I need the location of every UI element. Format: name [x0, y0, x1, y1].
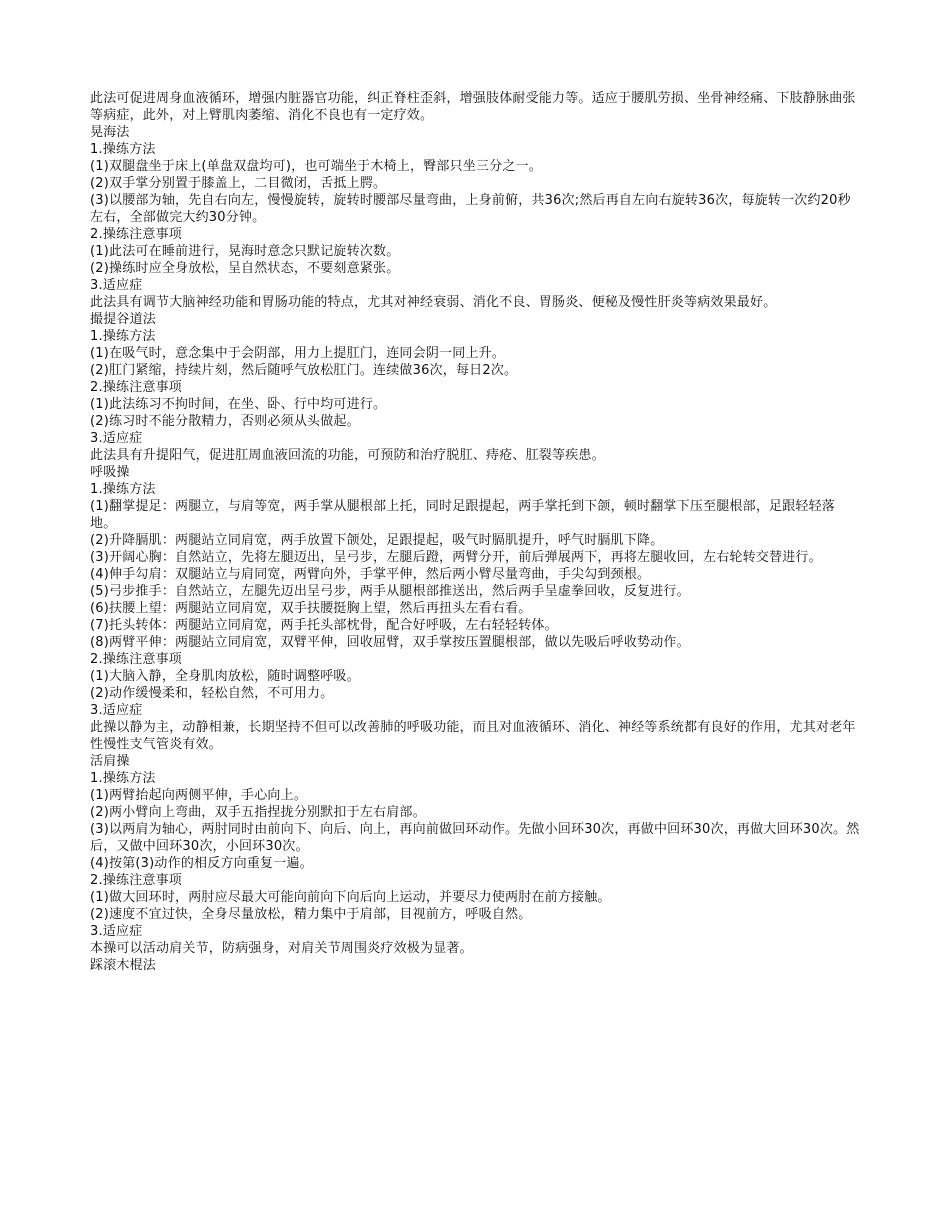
- subsection-heading: 3.适应症: [90, 278, 143, 293]
- paragraph: (5)弓步推手：自然站立，左腿先迈出呈弓步，两手从腿根部推送出，然后两手呈虚拳回收，反复进行。: [90, 584, 690, 599]
- paragraph: 此操以静为主，动静相兼，长期坚持不但可以改善肺的呼吸功能，而且对血液循环、消化、神经等系统都有良好的作用，尤其对老年性慢性支气管炎有效。: [90, 720, 856, 752]
- section-heading: 晃海法: [90, 125, 130, 140]
- paragraph: (3)开阔心胸：自然站立，先将左腿迈出，呈弓步，左腿后蹬，两臂分开，前后弹展两下，再将左腿收回，左右轮转交替进行。: [90, 550, 822, 565]
- paragraph: (2)肛门紧缩，持续片刻，然后随呼气放松肛门。连续做36次，每日2次。: [90, 363, 518, 378]
- paragraph: (2)练习时不能分散精力，否则必须从头做起。: [90, 414, 360, 429]
- paragraph: (3)以两肩为轴心，两肘同时由前向下、向后、向上，再向前做回环动作。先做小回环30次，再做中回环30次，再做大回环30次。然后，又做中回环30次，小回环30次。: [90, 822, 860, 854]
- paragraph: 本操可以活动肩关节，防病强身，对肩关节周围炎疗效极为显著。: [90, 941, 473, 956]
- subsection-heading: 2.操练注意事项: [90, 873, 183, 888]
- subsection-heading: 1.操练方法: [90, 482, 156, 497]
- paragraph: (8)两臂平伸：两腿站立同肩宽，双臂平伸，回收屈臂，双手掌按压置腿根部，做以先吸后呼收势动作。: [90, 635, 690, 650]
- section-heading: 活肩操: [90, 754, 130, 769]
- paragraph: (1)两臂抬起向两侧平伸，手心向上。: [90, 788, 308, 803]
- paragraph: (6)扶腰上望：两腿站立同肩宽，双手扶腰挺胸上望，然后再扭头左看右看。: [90, 601, 532, 616]
- paragraph: (1)双腿盘坐于床上(单盘双盘均可)，也可端坐于木椅上，臀部只坐三分之一。: [90, 159, 542, 174]
- subsection-heading: 2.操练注意事项: [90, 652, 183, 667]
- paragraph: (1)此法可在睡前进行，晃海时意念只默记旋转次数。: [90, 244, 400, 259]
- paragraph: (1)在吸气时，意念集中于会阴部，用力上提肛门，连同会阴一同上升。: [90, 346, 506, 361]
- paragraph: (2)双手掌分别置于膝盖上，二目微闭，舌抵上腭。: [90, 176, 387, 191]
- subsection-heading: 3.适应症: [90, 431, 143, 446]
- paragraph: 此法具有升提阳气，促进肛周血液回流的功能，可预防和治疗脱肛、痔疮、肛裂等疾患。: [90, 448, 605, 463]
- subsection-heading: 1.操练方法: [90, 771, 156, 786]
- paragraph: (1)做大回环时，两肘应尽最大可能向前向下向后向上运动，并要尽力使两肘在前方接触。: [90, 890, 611, 905]
- subsection-heading: 3.适应症: [90, 703, 143, 718]
- paragraph: (7)托头转体：两腿站立同肩宽，两手托头部枕骨，配合好呼吸，左右轻轻转体。: [90, 618, 558, 633]
- subsection-heading: 2.操练注意事项: [90, 380, 183, 395]
- paragraph: (3)以腰部为轴，先自右向左，慢慢旋转，旋转时腰部尽量弯曲，上身前俯，共36次;然后再自左向右旋转36次，每旋转一次约20秒左右，全部做完大约30分钟。: [90, 193, 851, 225]
- paragraph: (2)两小臂向上弯曲，双手五指捏拢分别默扣于左右肩部。: [90, 805, 426, 820]
- subsection-heading: 1.操练方法: [90, 329, 156, 344]
- paragraph: (2)速度不宜过快，全身尽量放松，精力集中于肩部，目视前方，呼吸自然。: [90, 907, 532, 922]
- subsection-heading: 3.适应症: [90, 924, 143, 939]
- paragraph: (2)动作缓慢柔和，轻松自然，不可用力。: [90, 686, 334, 701]
- paragraph: 此法可促进周身血液循环，增强内脏器官功能，纠正脊柱歪斜，增强肢体耐受能力等。适应于腰肌劳损、坐骨神经痛、下肢静脉曲张等病症，此外，对上臂肌肉萎缩、消化不良也有一定疗效。: [90, 91, 856, 123]
- paragraph: (4)按第(3)动作的相反方向重复一遍。: [90, 856, 313, 871]
- paragraph: (4)伸手勾肩：双腿站立与肩同宽，两臂向外，手掌平伸，然后两小臂尽量弯曲，手尖勾到颈根。: [90, 567, 651, 582]
- paragraph: 此法具有调节大脑神经功能和胃肠功能的特点，尤其对神经衰弱、消化不良、胃肠炎、便秘及慢性肝炎等病效果最好。: [90, 295, 777, 310]
- section-heading: 踩滚木棍法: [90, 958, 157, 973]
- paragraph: (1)大脑入静，全身肌肉放松，随时调整呼吸。: [90, 669, 360, 684]
- section-heading: 撮提谷道法: [90, 312, 157, 327]
- paragraph: (1)翻掌提足：两腿立，与肩等宽，两手掌从腿根部上托，同时足跟提起，两手掌托到下颌，顿时翻掌下压至腿根部，足跟轻轻落地。: [90, 499, 836, 531]
- paragraph: (2)操练时应全身放松，呈自然状态，不要刻意紧张。: [90, 261, 400, 276]
- subsection-heading: 2.操练注意事项: [90, 227, 183, 242]
- paragraph: (2)升降膈肌：两腿站立同肩宽，两手放置下颌处，足跟提起，吸气时膈肌提升，呼气时膈肌下降。: [90, 533, 664, 548]
- document-body: [90, 90, 860, 974]
- subsection-heading: 1.操练方法: [90, 142, 156, 157]
- paragraph: (1)此法练习不拘时间，在坐、卧、行中均可进行。: [90, 397, 387, 412]
- section-heading: 呼吸操: [90, 465, 130, 480]
